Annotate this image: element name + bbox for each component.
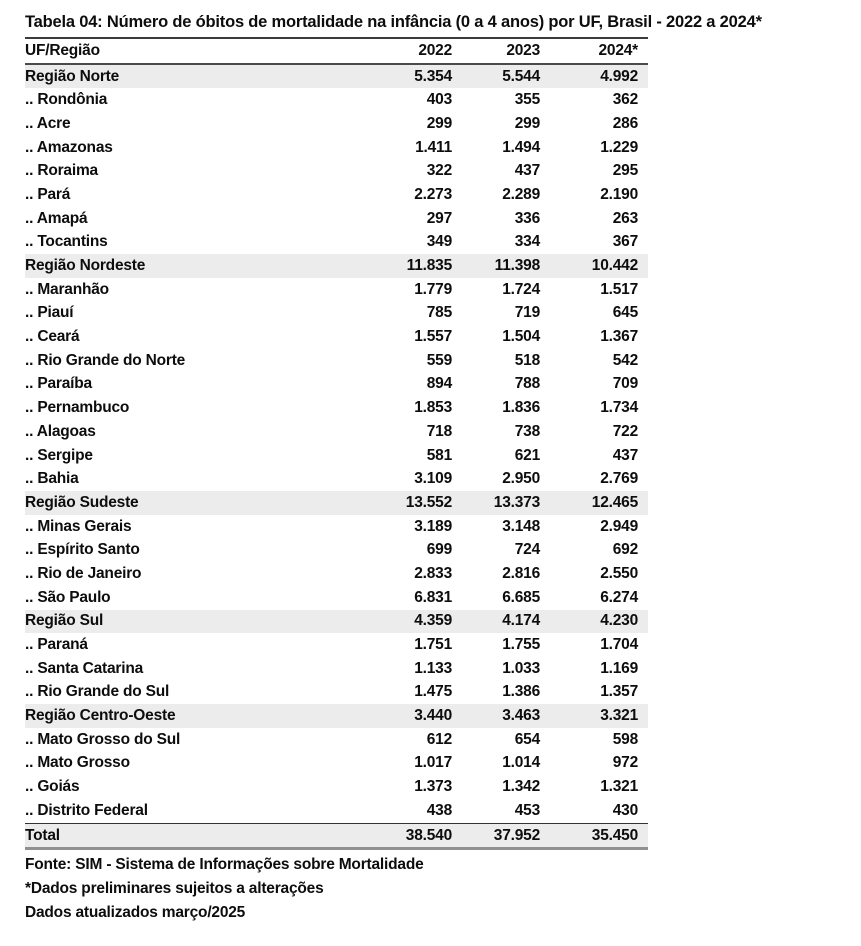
row-value-2024*: 598 — [612, 730, 638, 748]
row-value-2023: 355 — [514, 91, 540, 109]
row-label: .. Rio Grande do Norte — [25, 351, 186, 369]
row-label: .. Amazonas — [25, 138, 113, 156]
region-row — [25, 254, 648, 278]
row-value-2024*: 437 — [612, 446, 638, 464]
row-value-2022: 2.833 — [414, 564, 452, 582]
row-value-2024*: 362 — [612, 91, 638, 109]
row-label: .. Bahia — [25, 470, 79, 488]
row-value-2024*: 2.190 — [600, 185, 638, 203]
updated-date-note: Dados atualizados março/2025 — [25, 904, 246, 922]
header-2024: 2024* — [598, 41, 638, 59]
state-row — [25, 467, 648, 491]
row-value-2023: 621 — [514, 446, 540, 464]
row-value-2023: 719 — [514, 304, 540, 322]
row-value-2022: 1.373 — [414, 778, 452, 796]
row-value-2022: 38.540 — [364, 823, 452, 849]
region-row — [25, 610, 648, 634]
row-value-2023: 1.386 — [502, 683, 540, 701]
state-row — [25, 562, 648, 586]
row-value-2022: 3.109 — [414, 470, 452, 488]
state-row — [25, 515, 648, 539]
row-value-2022: 1.475 — [414, 683, 452, 701]
row-value-2023: 1.014 — [502, 754, 540, 772]
header-2023: 2023 — [506, 41, 540, 59]
row-value-2024*: 1.734 — [600, 399, 638, 417]
row-label: .. Paraíba — [25, 375, 92, 393]
state-row — [25, 799, 648, 823]
row-value-2022: 299 — [426, 114, 452, 132]
row-value-2022: 3.440 — [364, 704, 452, 728]
row-value-2022: 5.354 — [364, 64, 452, 89]
row-value-2024*: 722 — [612, 422, 638, 440]
row-value-2023: 1.033 — [502, 659, 540, 677]
row-value-2024*: 2.769 — [600, 470, 638, 488]
row-value-2023: 3.463 — [452, 704, 540, 728]
region-row — [25, 491, 648, 515]
state-row — [25, 396, 648, 420]
row-value-2024*: 10.442 — [540, 254, 648, 278]
row-value-2022: 1.017 — [414, 754, 452, 772]
state-row — [25, 444, 648, 468]
row-label: .. São Paulo — [25, 588, 111, 606]
header-2022: 2022 — [418, 41, 452, 59]
row-value-2022: 3.189 — [414, 517, 452, 535]
row-value-2022: 559 — [426, 351, 452, 369]
row-value-2024*: 286 — [612, 114, 638, 132]
row-label: .. Pernambuco — [25, 399, 130, 417]
row-value-2024*: 972 — [612, 754, 638, 772]
state-row — [25, 159, 648, 183]
mortality-table — [25, 37, 648, 850]
state-row — [25, 183, 648, 207]
row-value-2023: 4.174 — [452, 610, 540, 634]
table-title: Tabela 04: Número de óbitos de mortalidade na infância (0 a 4 anos) por UF, Brasil - 2022 a 2024* — [25, 13, 762, 31]
row-value-2024*: 6.274 — [600, 588, 638, 606]
row-value-2024*: 2.550 — [600, 564, 638, 582]
row-value-2022: 785 — [426, 304, 452, 322]
row-value-2023: 11.398 — [452, 254, 540, 278]
table-body — [25, 64, 648, 849]
row-value-2023: 37.952 — [452, 823, 540, 849]
row-label: Total — [25, 823, 364, 849]
state-row — [25, 775, 648, 799]
state-row — [25, 136, 648, 160]
state-row — [25, 88, 648, 112]
row-value-2022: 894 — [426, 375, 452, 393]
row-value-2024*: 709 — [612, 375, 638, 393]
state-row — [25, 325, 648, 349]
row-value-2022: 699 — [426, 541, 452, 559]
row-label: .. Roraima — [25, 162, 98, 180]
row-value-2022: 2.273 — [414, 185, 452, 203]
row-value-2022: 11.835 — [364, 254, 452, 278]
state-row — [25, 633, 648, 657]
state-row — [25, 112, 648, 136]
row-value-2023: 6.685 — [502, 588, 540, 606]
row-label: .. Sergipe — [25, 446, 93, 464]
region-row — [25, 704, 648, 728]
row-value-2024*: 645 — [612, 304, 638, 322]
row-value-2024*: 4.992 — [540, 64, 648, 89]
row-label: .. Paraná — [25, 636, 88, 654]
row-label: Região Nordeste — [25, 254, 364, 278]
row-label: .. Pará — [25, 185, 71, 203]
row-label: Região Centro-Oeste — [25, 704, 364, 728]
row-value-2024*: 1.321 — [600, 778, 638, 796]
row-label: .. Rondônia — [25, 91, 108, 109]
state-row — [25, 302, 648, 326]
row-value-2024*: 692 — [612, 541, 638, 559]
row-value-2024*: 3.321 — [540, 704, 648, 728]
row-value-2023: 738 — [514, 422, 540, 440]
row-value-2023: 654 — [514, 730, 540, 748]
row-label: .. Ceará — [25, 328, 80, 346]
row-value-2022: 6.831 — [414, 588, 452, 606]
state-row — [25, 231, 648, 255]
header-uf-regiao: UF/Região — [25, 41, 100, 59]
row-value-2022: 1.853 — [414, 399, 452, 417]
row-value-2023: 518 — [514, 351, 540, 369]
state-row — [25, 752, 648, 776]
row-value-2023: 13.373 — [452, 491, 540, 515]
row-label: .. Amapá — [25, 209, 88, 227]
row-label: .. Maranhão — [25, 280, 109, 298]
row-value-2022: 612 — [426, 730, 452, 748]
state-row — [25, 349, 648, 373]
row-value-2022: 1.751 — [414, 636, 452, 654]
state-row — [25, 657, 648, 681]
state-row — [25, 373, 648, 397]
row-value-2022: 718 — [426, 422, 452, 440]
state-row — [25, 728, 648, 752]
row-value-2022: 403 — [426, 91, 452, 109]
row-value-2023: 724 — [514, 541, 540, 559]
row-value-2023: 299 — [514, 114, 540, 132]
row-label: .. Piauí — [25, 304, 74, 322]
row-value-2023: 788 — [514, 375, 540, 393]
row-value-2022: 1.557 — [414, 328, 452, 346]
preliminary-data-note: *Dados preliminares sujeitos a alterações — [25, 880, 324, 898]
row-value-2023: 2.950 — [502, 470, 540, 488]
row-value-2022: 1.411 — [415, 138, 452, 156]
state-row — [25, 538, 648, 562]
source-note: Fonte: SIM - Sistema de Informações sobre Mortalidade — [25, 856, 424, 874]
row-value-2023: 5.544 — [452, 64, 540, 89]
header-row — [25, 38, 648, 64]
row-value-2024*: 430 — [612, 801, 638, 819]
row-value-2022: 4.359 — [364, 610, 452, 634]
row-label: Região Sul — [25, 610, 364, 634]
row-value-2022: 297 — [426, 209, 452, 227]
row-value-2024*: 35.450 — [540, 823, 648, 849]
row-value-2024*: 295 — [612, 162, 638, 180]
row-label: .. Goiás — [25, 778, 80, 796]
row-label: .. Mato Grosso do Sul — [25, 730, 181, 748]
row-label: .. Distrito Federal — [25, 801, 148, 819]
row-value-2022: 349 — [426, 233, 452, 251]
state-row — [25, 420, 648, 444]
row-value-2023: 1.342 — [502, 778, 540, 796]
row-label: .. Santa Catarina — [25, 659, 144, 677]
state-row — [25, 586, 648, 610]
row-value-2022: 581 — [426, 446, 452, 464]
row-value-2023: 3.148 — [502, 517, 540, 535]
table-header — [25, 38, 648, 64]
row-value-2024*: 4.230 — [540, 610, 648, 634]
row-value-2024*: 2.949 — [600, 517, 638, 535]
row-value-2023: 1.504 — [502, 328, 540, 346]
row-value-2023: 1.494 — [502, 138, 540, 156]
row-value-2024*: 1.704 — [600, 636, 638, 654]
row-value-2022: 1.133 — [414, 659, 452, 677]
row-value-2024*: 1.367 — [600, 328, 638, 346]
table-footnotes — [25, 853, 648, 925]
row-value-2024*: 1.169 — [600, 659, 638, 677]
state-row — [25, 681, 648, 705]
state-row — [25, 207, 648, 231]
region-row — [25, 64, 648, 89]
row-value-2023: 1.836 — [502, 399, 540, 417]
row-value-2023: 453 — [514, 801, 540, 819]
row-value-2024*: 542 — [612, 351, 638, 369]
row-value-2024*: 12.465 — [540, 491, 648, 515]
row-label: .. Mato Grosso — [25, 754, 130, 772]
row-value-2024*: 1.357 — [600, 683, 638, 701]
row-label: Região Sudeste — [25, 491, 364, 515]
row-value-2023: 334 — [514, 233, 540, 251]
row-label: Região Norte — [25, 64, 364, 89]
total-row — [25, 823, 648, 849]
row-label: .. Tocantins — [25, 233, 108, 251]
state-row — [25, 278, 648, 302]
row-label: .. Rio Grande do Sul — [25, 683, 170, 701]
row-label: .. Espírito Santo — [25, 541, 140, 559]
row-value-2022: 438 — [426, 801, 452, 819]
row-value-2022: 322 — [426, 162, 452, 180]
row-label: .. Rio de Janeiro — [25, 564, 142, 582]
row-label: .. Alagoas — [25, 422, 96, 440]
row-value-2024*: 263 — [612, 209, 638, 227]
row-label: .. Acre — [25, 114, 71, 132]
row-value-2022: 13.552 — [364, 491, 452, 515]
row-value-2022: 1.779 — [414, 280, 452, 298]
row-value-2024*: 367 — [612, 233, 638, 251]
row-value-2023: 1.724 — [502, 280, 540, 298]
row-value-2023: 1.755 — [502, 636, 540, 654]
row-value-2024*: 1.229 — [600, 138, 638, 156]
row-value-2023: 336 — [514, 209, 540, 227]
row-value-2023: 437 — [514, 162, 540, 180]
row-value-2023: 2.289 — [502, 185, 540, 203]
row-value-2024*: 1.517 — [600, 280, 638, 298]
row-value-2023: 2.816 — [502, 564, 540, 582]
row-label: .. Minas Gerais — [25, 517, 132, 535]
